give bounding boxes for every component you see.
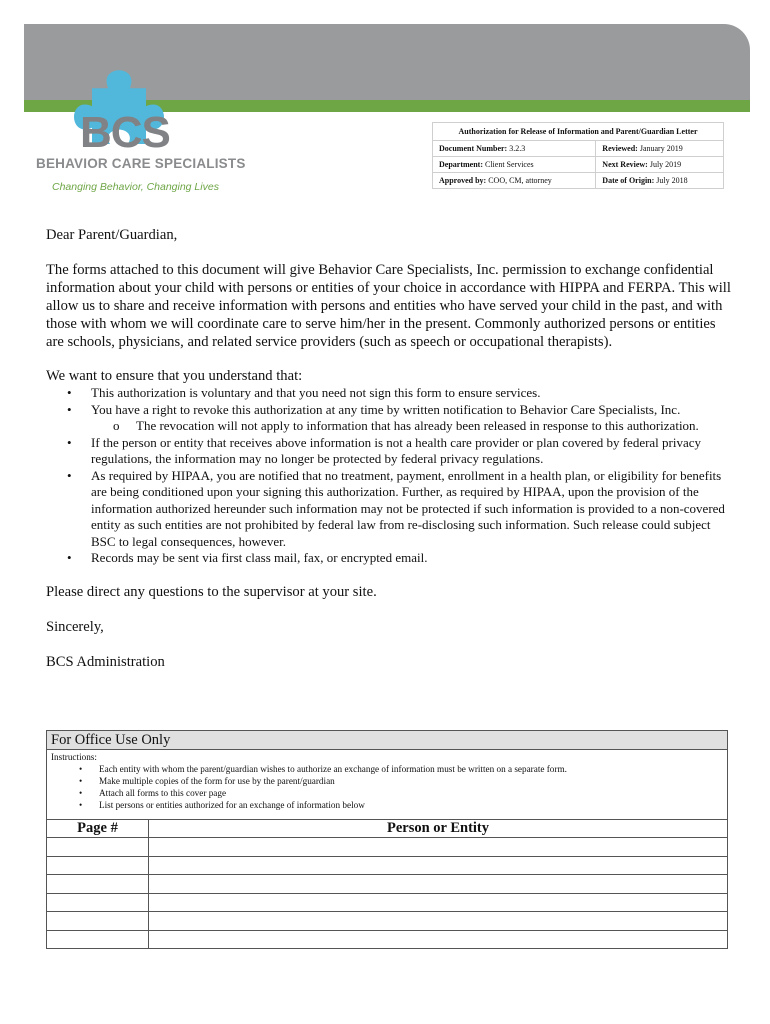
entity-cell[interactable] xyxy=(149,856,728,875)
table-row xyxy=(47,838,727,857)
next-review-cell: Next Review: July 2019 xyxy=(596,157,724,173)
instructions-label: Instructions: xyxy=(51,752,97,762)
bullet-icon: • xyxy=(67,550,72,565)
person-entity-header: Person or Entity xyxy=(149,820,728,838)
office-instructions xyxy=(47,750,727,819)
instruction-item: • Each entity with whom the parent/guardian wishes to authorize an exchange of information must be written on a separate form. xyxy=(79,764,567,774)
circle-bullet-icon: o xyxy=(113,418,120,433)
table-row xyxy=(47,856,727,875)
entity-cell[interactable] xyxy=(149,912,728,931)
bullet-icon: • xyxy=(67,467,72,483)
office-use-header: For Office Use Only xyxy=(47,731,727,750)
entity-cell[interactable] xyxy=(149,838,728,857)
document-number-cell: Document Number: 3.2.3 xyxy=(433,141,596,157)
document-title: Authorization for Release of Information and Parent/Guardian Letter xyxy=(433,123,724,141)
instructions-list xyxy=(51,763,723,811)
bullet-icon: • xyxy=(79,788,83,798)
bullet-icon: • xyxy=(67,434,72,450)
bullet-icon: • xyxy=(79,776,83,786)
entity-cell[interactable] xyxy=(149,930,728,948)
table-row xyxy=(47,893,727,912)
page-number-cell[interactable] xyxy=(47,912,149,931)
date-of-origin-cell: Date of Origin: July 2018 xyxy=(596,173,724,189)
table-row xyxy=(47,912,727,931)
signature: BCS Administration xyxy=(46,653,165,670)
page-number-cell[interactable] xyxy=(47,875,149,894)
office-use-section xyxy=(46,730,728,949)
list-item: • You have a right to revoke this authorization at any time by written notification to Behavior Care Specialists, Inc. o The revocation will not apply to information that has already been released in response to this authorization. xyxy=(46,402,736,435)
logo-initials: BCS xyxy=(80,108,170,157)
sub-list xyxy=(91,418,736,435)
page-number-cell[interactable] xyxy=(47,930,149,948)
entity-cell[interactable] xyxy=(149,893,728,912)
list-item: • As required by HIPAA, you are notified that no treatment, payment, enrollment in a health plan, or eligibility for benefits are being conditioned upon your signing this authorization. Further, as required by HIPAA, upon the provision of the information authorized hereunder such information may not be protected if such information is provided to a non-covered entity as such entities are not prohibited by federal law from re-disclosing such information. Such release could subject BSC to legal consequences, however. xyxy=(67,467,725,549)
reviewed-cell: Reviewed: January 2019 xyxy=(596,141,724,157)
list-intro: We want to ensure that you understand that: xyxy=(46,368,303,384)
approved-by-cell: Approved by: COO, CM, attorney xyxy=(433,173,596,189)
closing: Sincerely, xyxy=(46,618,104,635)
page-number-cell[interactable] xyxy=(47,856,149,875)
entity-cell[interactable] xyxy=(149,875,728,894)
bullet-icon: • xyxy=(67,401,72,417)
page-number-cell[interactable] xyxy=(47,893,149,912)
understanding-list xyxy=(46,385,736,567)
intro-paragraph: The forms attached to this document will give Behavior Care Specialists, Inc. permission to exchange confidential information about your child with persons or entities of your choice in accordance with HIPPA and FERPA. This will allow us to share and receive information with persons and entities who have served your child in the past, and with those with whom we will coordinate care to serve him/her in the present. Commonly authorized persons or entities are schools, physicians, and related service providers (such as speech or occupational therapists). xyxy=(46,262,731,350)
document-info-table xyxy=(432,122,724,189)
list-item: • This authorization is voluntary and that you need not sign this form to ensure services. xyxy=(67,385,541,400)
instruction-item: • Make multiple copies of the form for use by the parent/guardian xyxy=(79,776,335,786)
company-name: BEHAVIOR CARE SPECIALISTS xyxy=(36,156,246,171)
instruction-item: • Attach all forms to this cover page xyxy=(79,788,227,798)
page-number-header: Page # xyxy=(47,820,149,838)
sub-list-item: o The revocation will not apply to information that has already been released in response to this authorization. xyxy=(113,418,699,433)
page-number-cell[interactable] xyxy=(47,838,149,857)
questions-line: Please direct any questions to the supervisor at your site. xyxy=(46,583,377,600)
table-row xyxy=(47,930,727,948)
department-cell: Department: Client Services xyxy=(433,157,596,173)
list-item: • If the person or entity that receives above information is not a health care provider or plan covered by federal privacy regulations, the information may no longer be protected by federal privacy regulations. xyxy=(67,434,702,466)
company-logo xyxy=(34,68,246,198)
bullet-icon: • xyxy=(67,385,72,400)
greeting: Dear Parent/Guardian, xyxy=(46,227,178,243)
entity-table xyxy=(47,819,727,948)
list-item: • Records may be sent via first class mail, fax, or encrypted email. xyxy=(67,550,428,565)
company-tagline: Changing Behavior, Changing Lives xyxy=(52,181,219,193)
letter-body xyxy=(46,226,736,671)
instruction-item: • List persons or entities authorized for an exchange of information below xyxy=(79,800,365,810)
bullet-icon: • xyxy=(79,800,83,810)
table-row xyxy=(47,875,727,894)
bullet-icon: • xyxy=(79,764,83,774)
